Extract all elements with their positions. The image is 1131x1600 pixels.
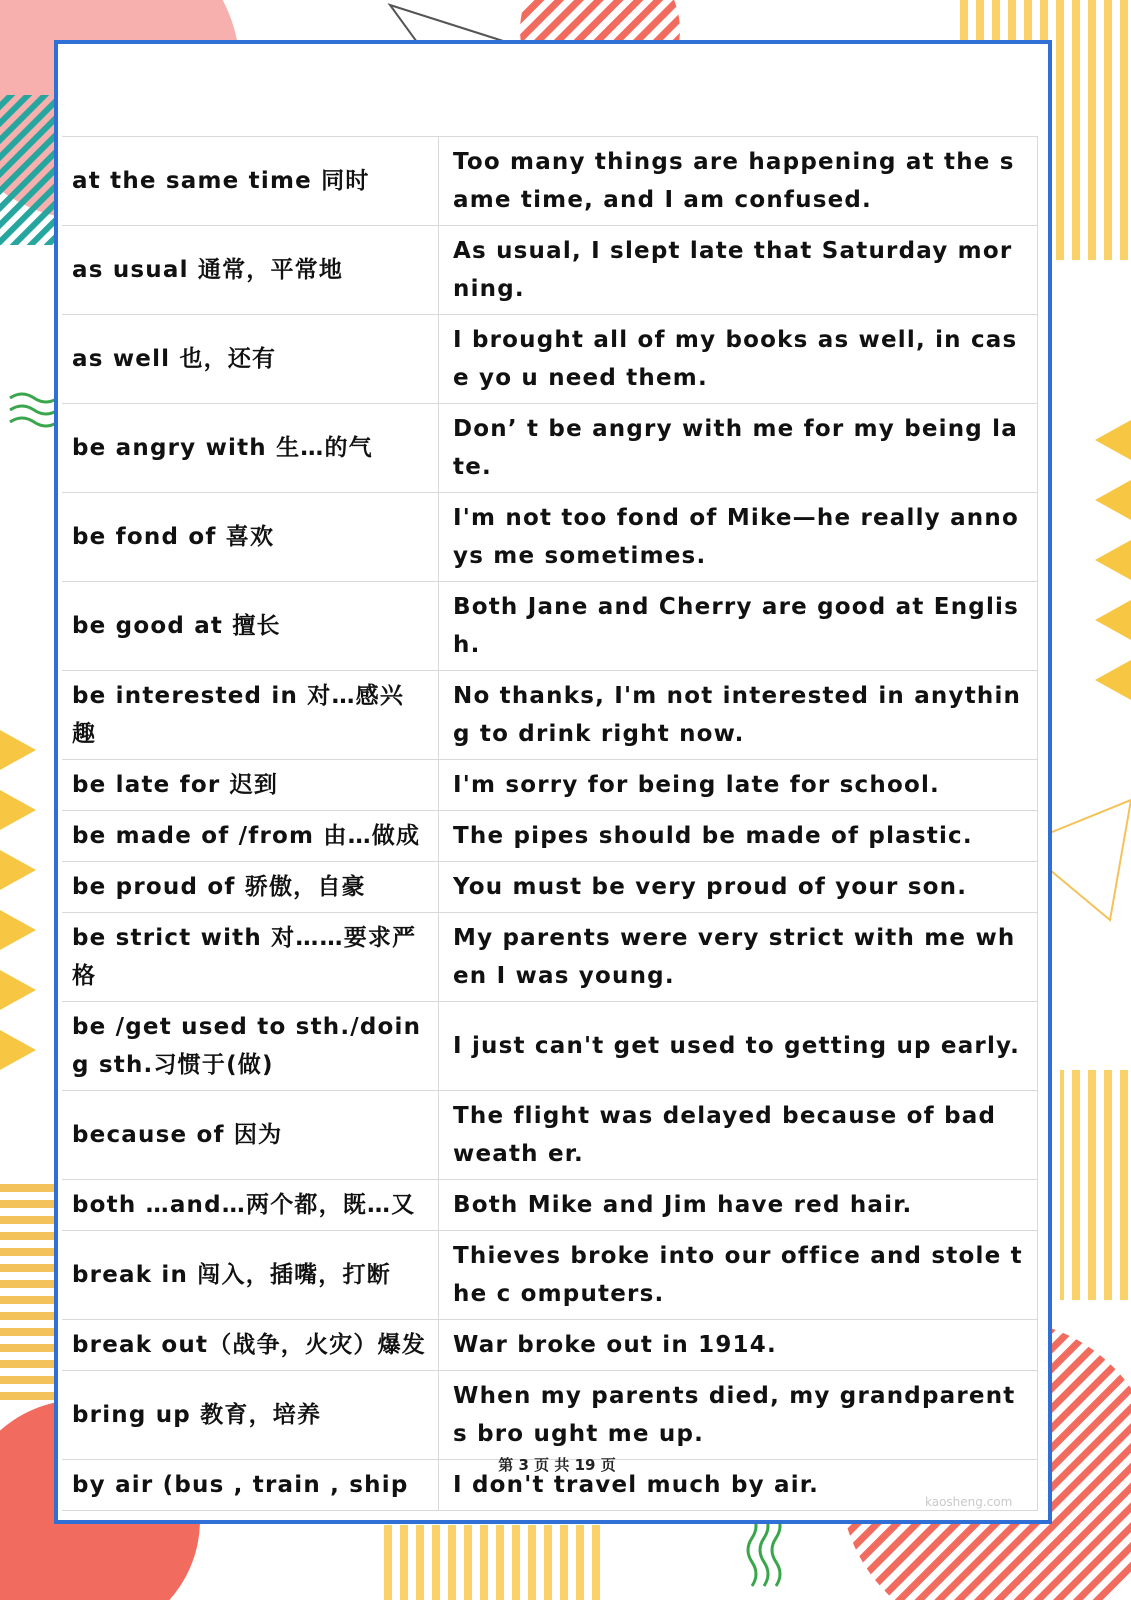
example-cell: Too many things are happening at the same time, and I am confused. — [439, 137, 1038, 226]
table-row — [62, 913, 1038, 1002]
phrase-cell: be fond of 喜欢 — [62, 493, 439, 582]
yellow-triangles-right — [1095, 420, 1131, 700]
phrase-cell: both …and…两个都，既…又 — [62, 1180, 439, 1231]
table-row — [62, 760, 1038, 811]
example-cell: You must be very proud of your son. — [439, 862, 1038, 913]
yellow-stripes-bottom — [380, 1525, 600, 1600]
example-cell: When my parents died, my grandparents bro ught me up. — [439, 1371, 1038, 1460]
phrase-cell: be angry with 生…的气 — [62, 404, 439, 493]
example-cell: Thieves broke into our office and stole the c omputers. — [439, 1231, 1038, 1320]
example-cell: I'm sorry for being late for school. — [439, 760, 1038, 811]
page-number: 第 3 页 共 19 页 — [498, 1456, 616, 1474]
table-row — [62, 315, 1038, 404]
table-row — [62, 1180, 1038, 1231]
example-cell: As usual, I slept late that Saturday morning. — [439, 226, 1038, 315]
example-cell: The pipes should be made of plastic. — [439, 811, 1038, 862]
phrase-cell: be made of /from 由…做成 — [62, 811, 439, 862]
phrase-cell: because of 因为 — [62, 1091, 439, 1180]
table-row — [62, 1002, 1038, 1091]
phrase-cell: bring up 教育，培养 — [62, 1371, 439, 1460]
phrase-cell: be /get used to sth./doing sth.习惯于(做) — [62, 1002, 439, 1091]
table-row — [62, 404, 1038, 493]
table-row — [62, 226, 1038, 315]
example-cell: I don't travel much by air. — [439, 1460, 1038, 1511]
table-row — [62, 137, 1038, 226]
table-row — [62, 1091, 1038, 1180]
table-row — [62, 862, 1038, 913]
example-cell: Don’ t be angry with me for my being late. — [439, 404, 1038, 493]
table-row — [62, 811, 1038, 862]
example-cell: I just can't get used to getting up early. — [439, 1002, 1038, 1091]
table-row — [62, 582, 1038, 671]
page-frame — [54, 40, 1052, 1524]
yellow-stripes-left-bottom — [0, 1180, 60, 1400]
table-row — [62, 1320, 1038, 1371]
phrase-cell: be late for 迟到 — [62, 760, 439, 811]
phrase-cell: be good at 擅长 — [62, 582, 439, 671]
phrase-cell: be strict with 对……要求严格 — [62, 913, 439, 1002]
table-row — [62, 1371, 1038, 1460]
phrase-cell: at the same time 同时 — [62, 137, 439, 226]
phrase-cell: be proud of 骄傲，自豪 — [62, 862, 439, 913]
example-cell: Both Jane and Cherry are good at English. — [439, 582, 1038, 671]
table-row — [62, 493, 1038, 582]
phrase-cell: break in 闯入，插嘴，打断 — [62, 1231, 439, 1320]
yellow-triangles-left — [0, 730, 36, 1070]
example-cell: Both Mike and Jim have red hair. — [439, 1180, 1038, 1231]
phrase-cell: break out（战争，火灾）爆发 — [62, 1320, 439, 1371]
watermark-text: kaosheng.com — [925, 1495, 1013, 1509]
table-row — [62, 671, 1038, 760]
example-cell: The flight was delayed because of bad weath er. — [439, 1091, 1038, 1180]
teal-stripes-left — [0, 95, 60, 245]
phrase-cell: as usual 通常，平常地 — [62, 226, 439, 315]
example-cell: I'm not too fond of Mike—he really annoys me sometimes. — [439, 493, 1038, 582]
vocabulary-table — [62, 136, 1038, 1511]
example-cell: I brought all of my books as well, in case yo u need them. — [439, 315, 1038, 404]
phrase-cell: as well 也，还有 — [62, 315, 439, 404]
yellow-stripes-right — [1060, 1070, 1131, 1300]
example-cell: War broke out in 1914. — [439, 1320, 1038, 1371]
phrase-cell: be interested in 对…感兴趣 — [62, 671, 439, 760]
phrase-cell: by air (bus , train , ship — [62, 1460, 439, 1511]
example-cell: No thanks, I'm not interested in anything to drink right now. — [439, 671, 1038, 760]
example-cell: My parents were very strict with me when I was young. — [439, 913, 1038, 1002]
table-row — [62, 1231, 1038, 1320]
